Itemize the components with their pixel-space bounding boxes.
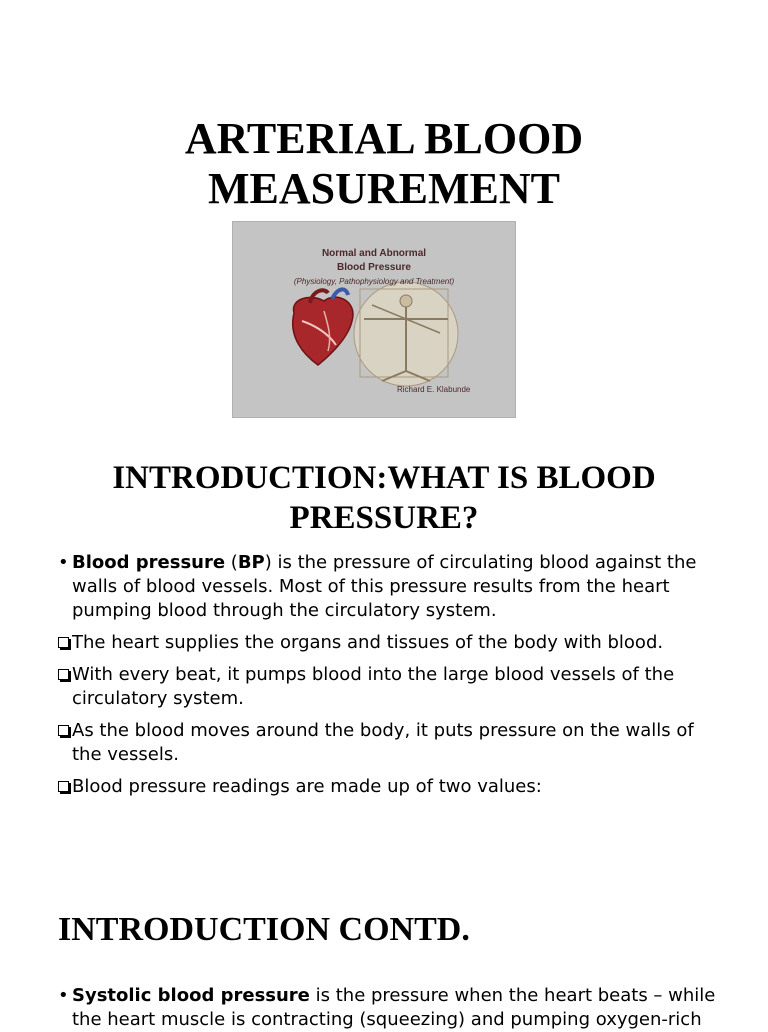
page-title — [0, 114, 768, 214]
list-item-text: With every beat, it pumps blood into the large blood vessels of the circulatory system. — [72, 664, 675, 709]
list-item-blood-moves — [58, 719, 718, 767]
list-item-heart-supplies — [58, 631, 718, 655]
title-line-2: MEASUREMENT — [207, 164, 561, 213]
list-item-systolic — [58, 984, 718, 1032]
section-heading-line-1: INTRODUCTION:WHAT IS BLOOD — [112, 460, 656, 496]
section-heading-line-2: PRESSURE? — [289, 500, 479, 536]
cover-title-line-1: Normal and Abnormal — [321, 248, 427, 259]
list-item-text: As the blood moves around the body, it puts pressure on the walls of the vessels. — [72, 720, 694, 765]
list-item-bp-definition — [58, 551, 718, 623]
term-bp: BP — [237, 552, 265, 573]
checkbox-bullet-icon — [58, 669, 69, 680]
term-systolic: Systolic blood pressure — [72, 985, 310, 1006]
paren-open: ( — [225, 552, 238, 573]
bp-definition-text: ) is the pressure of circulating blood against the walls of blood vessels. Most of this pressure results from the heart pumping blood through the circulatory system. — [72, 552, 697, 621]
systolic-text: is the pressure when the heart beats – while the heart muscle is contracting (squeezing) and pumping oxygen-rich — [72, 985, 716, 1030]
section-heading-introduction — [0, 458, 768, 538]
contd-list — [58, 984, 718, 1032]
cover-author: Richard E. Klabunde — [397, 385, 471, 394]
list-item-every-beat — [58, 663, 718, 711]
title-line-1: ARTERIAL BLOOD — [184, 114, 584, 163]
introduction-list — [58, 551, 718, 807]
list-item-readings — [58, 775, 718, 799]
checkbox-bullet-icon — [58, 781, 69, 792]
book-cover-image — [232, 221, 516, 418]
section-heading-contd: INTRODUCTION CONTD. — [58, 911, 470, 948]
checkbox-bullet-icon — [58, 725, 69, 736]
cover-title-line-2: Blood Pressure — [337, 262, 411, 273]
term-blood-pressure: Blood pressure — [72, 552, 226, 573]
list-item-text: Blood pressure readings are made up of two values: — [72, 776, 542, 797]
list-item-text: The heart supplies the organs and tissues of the body with blood. — [72, 632, 664, 653]
cover-subtitle: (Physiology, Pathophysiology and Treatment) — [293, 277, 455, 286]
checkbox-bullet-icon — [58, 637, 69, 648]
